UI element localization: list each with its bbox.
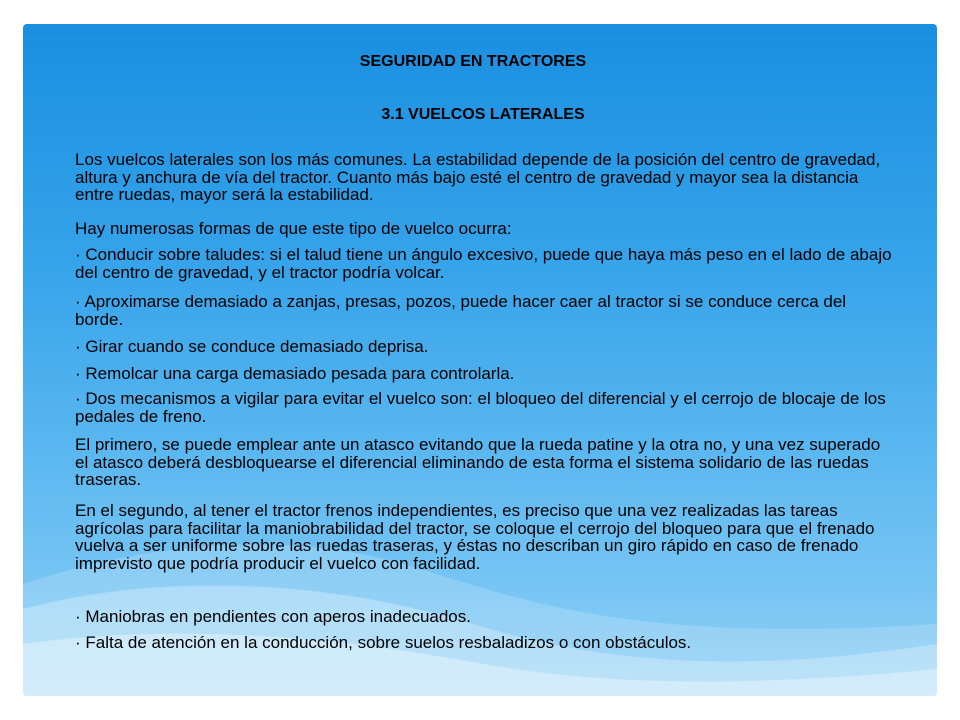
slide-panel bbox=[23, 24, 937, 696]
paragraph-atencion: · Falta de atención en la conducción, sobre suelos resbaladizos o con obstáculos. bbox=[75, 633, 692, 652]
paragraph-zanjas: · Aproximarse demasiado a zanjas, presas, pozos, puede hacer caer al tractor si se conduce cerca del borde. bbox=[75, 292, 847, 329]
paragraph-segundo: En el segundo, al tener el tractor frenos independientes, es preciso que una vez realizadas las tareas agrícolas para facilitar la maniobrabilidad del tractor, se coloque el cerrojo del bloqueo para que el frenado vuelva a ser uniforme sobre las ruedas traseras, y éstas no describan un giro rápido en caso de frenado imprevisto que podría producir el vuelco con facilidad. bbox=[75, 501, 875, 573]
paragraph-remolcar: · Remolcar una carga demasiado pesada para controlarla. bbox=[75, 364, 515, 383]
paragraph-primero: El primero, se puede emplear ante un atasco evitando que la rueda patine y la otra no, y una vez superado el atasco deberá desbloquearse el diferencial eliminando de esta forma el sistema solidario de las ruedas traseras. bbox=[75, 435, 881, 489]
paragraph-girar: · Girar cuando se conduce demasiado deprisa. bbox=[75, 337, 429, 356]
paragraph-forms: Hay numerosas formas de que este tipo de vuelco ocurra: bbox=[75, 219, 512, 238]
paragraph-pendientes: · Maniobras en pendientes con aperos inadecuados. bbox=[75, 607, 471, 626]
paragraph-taludes: · Conducir sobre taludes: si el talud tiene un ángulo excesivo, puede que haya más peso en el lado de abajo del centro de gravedad, y el tractor podría volcar. bbox=[75, 245, 892, 282]
slide-content bbox=[23, 24, 937, 696]
paragraph-intro: Los vuelcos laterales son los más comunes. La estabilidad depende de la posición del centro de gravedad, altura y anchura de vía del tractor. Cuanto más bajo esté el centro de gravedad y mayor sea la distancia entre ruedas, mayor será la estabilidad. bbox=[75, 150, 881, 204]
paragraph-mecanismos: · Dos mecanismos a vigilar para evitar el vuelco son: el bloqueo del diferencial y el cerrojo de blocaje de los pedales de freno. bbox=[75, 389, 886, 426]
slide-title: SEGURIDAD EN TRACTORES bbox=[359, 53, 587, 70]
slide-subtitle: 3.1 VUELCOS LATERALES bbox=[381, 106, 585, 123]
